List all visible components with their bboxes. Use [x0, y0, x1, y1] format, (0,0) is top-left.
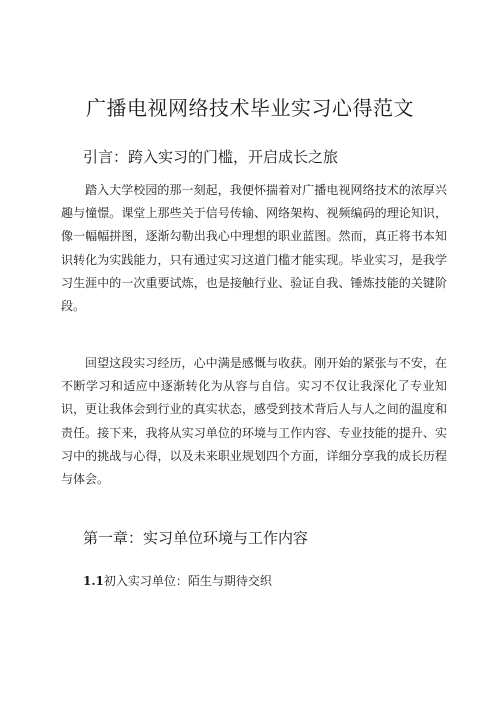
chapter-1-heading: 第一章：实习单位环境与工作内容: [83, 529, 309, 547]
subsection-title: 初入实习单位：陌生与期待交织: [103, 574, 272, 588]
intro-heading: 引言：跨入实习的门槛，开启成长之旅: [83, 148, 339, 166]
intro-paragraph-2: 回望这段实习经历，心中满是感慨与收获。刚开始的紧张与不安，在不断学习和适应中逐渐转化为从容与自信。实习不仅让我深化了专业知识，更让我体会到行业的真实状态，感受到技术背后人与人之间的温度和责任。接下来，我将从实习单位的环境与工作内容、专业技能的提升、实习中的挑战与心得，以及未来职业规划四个方面，详细分享我的成长历程与体会。: [61, 356, 447, 487]
intro-paragraph-1: 踏入大学校园的那一刻起，我便怀揣着对广播电视网络技术的浓厚兴趣与憧憬。课堂上那些关于信号传输、网络架构、视频编码的理论知识，像一幅幅拼图，逐渐勾勒出我心中理想的职业蓝图。然而，真正将书本知识转化为实践能力，只有通过实习这道门槛才能实现。毕业实习，是我学习生涯中的一次重要试炼，也是接触行业、验证自我、锤炼技能的关键阶段。: [61, 183, 447, 314]
subsection-1-1-heading: [83, 572, 272, 590]
document-title: 广播电视网络技术毕业实习心得范文: [86, 96, 414, 120]
subsection-number: 1.1: [83, 574, 104, 588]
